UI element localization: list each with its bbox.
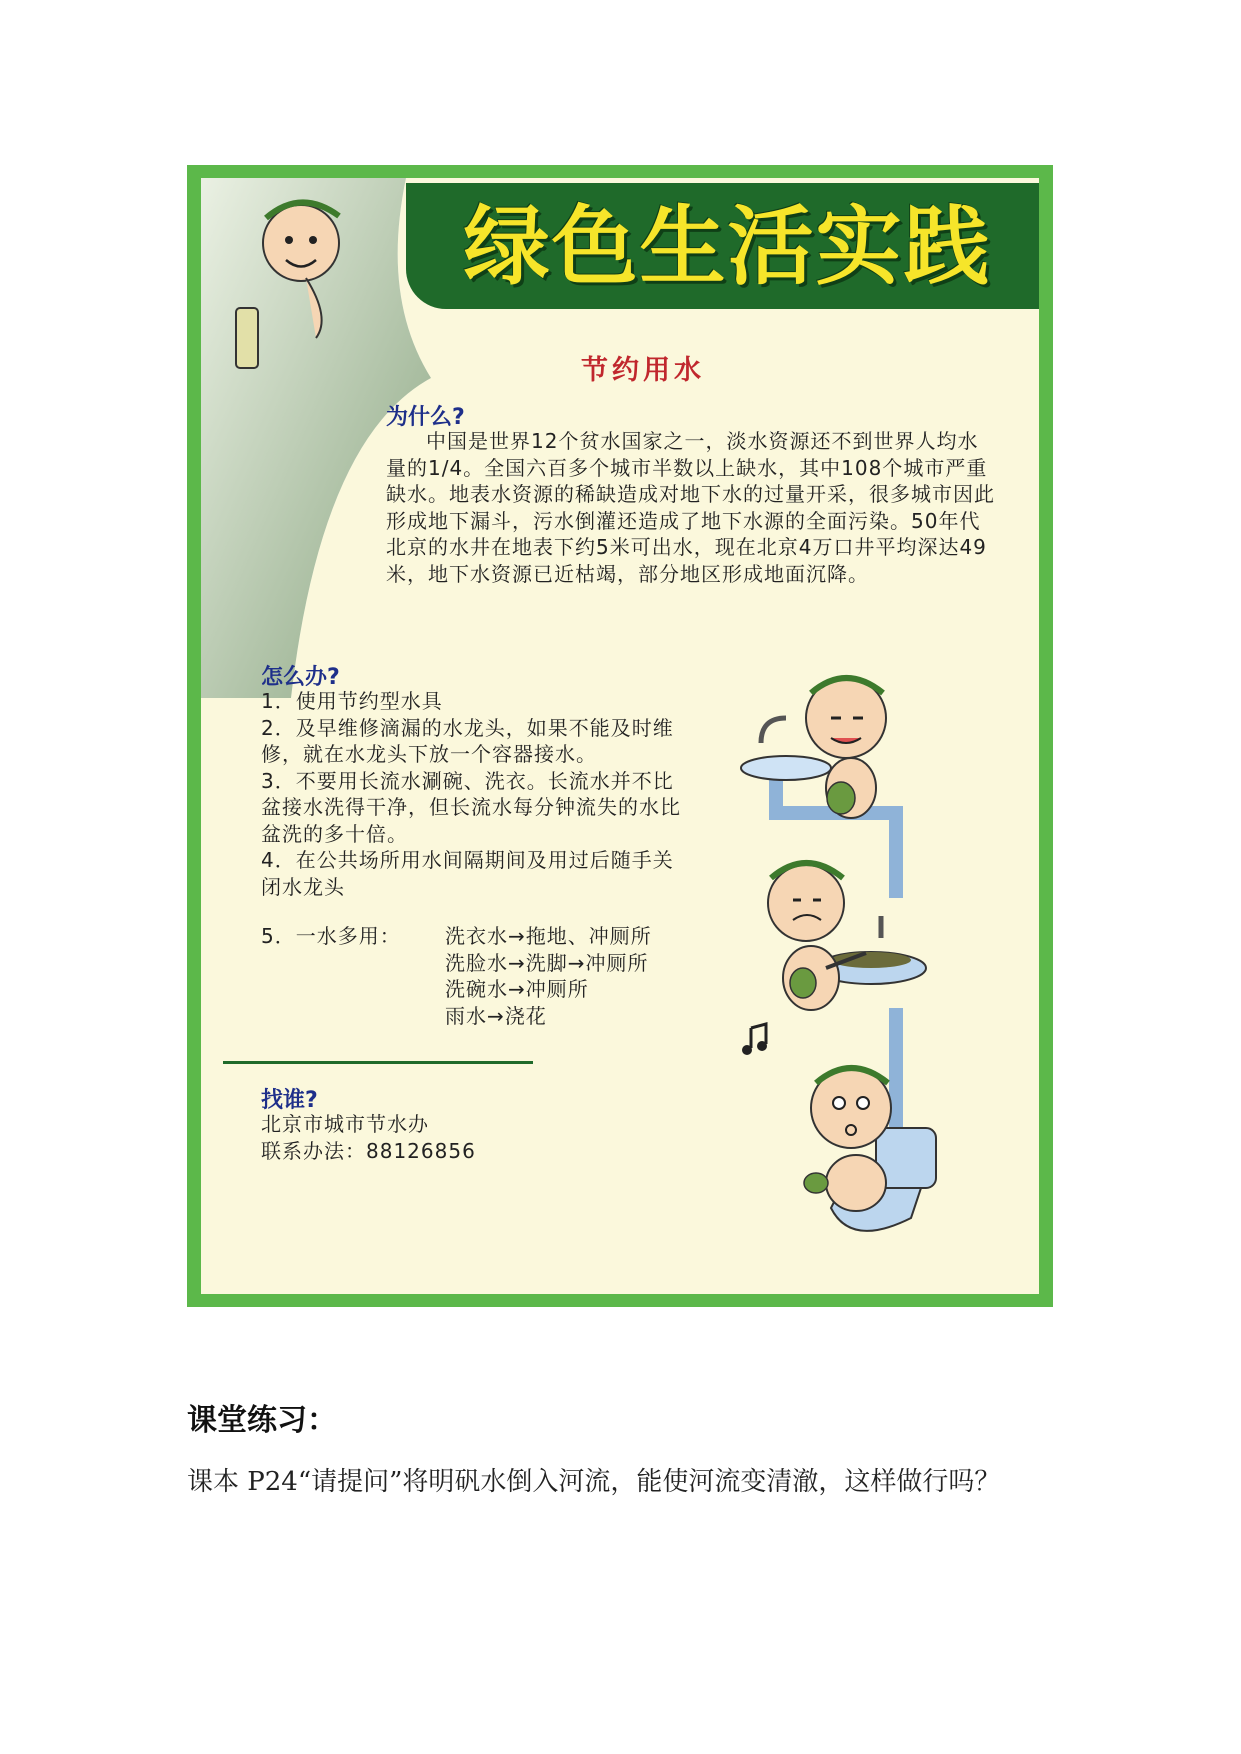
poster-content [201,178,1039,1294]
who-body [261,1111,476,1165]
banner-title: 绿色生活实践 [463,197,992,297]
section-divider [223,1061,533,1064]
who-contact: 联系办法：88126856 [261,1139,476,1163]
multi-use-flow: 洗脸水→洗脚→冲厕所 [445,950,649,975]
how-item: 1．使用节约型水具 [261,689,443,713]
how-heading: 怎么办? [261,665,340,690]
poster [187,165,1053,1307]
multi-use-flow: 雨水→浇花 [445,1003,547,1028]
water-reuse-illustration [731,648,1031,1268]
multi-use-label: 5．一水多用： [261,924,401,948]
why-paragraph: 中国是世界12个贫水国家之一，淡水资源还不到世界人均水量的1/4。全国六百多个城市半数以上缺水，其中108个城市严重缺水。地表水资源的稀缺造成对地下水的过量开采，很多城市因此形成地下漏斗，污水倒灌还造成了地下水源的全面污染。50年代北京的水井在地表下约5米可出水，现在北京4万口井平均深达49米，地下水资源已近枯竭，部分地区形成地面沉降。 [386,429,995,586]
multi-use-flows [445,923,652,1029]
multi-use-flow: 洗衣水→拖地、冲厕所 [445,924,652,948]
who-heading: 找谁? [261,1088,318,1113]
who-org: 北京市城市节水办 [261,1112,429,1136]
banner [406,183,1039,309]
how-list [261,688,691,900]
exercise-title: 课堂练习： [187,1403,337,1438]
exercise-body: 课本 P24“请提问”将明矾水倒入河流，能使河流变清澈，这样做行吗？ [187,1467,1001,1497]
how-item: 2．及早维修滴漏的水龙头，如果不能及时维修，就在水龙头下放一个容器接水。 [261,715,674,766]
why-body [386,428,996,587]
poster-subtitle: 节约用水 [581,355,705,386]
how-item: 4．在公共场所用水间隔期间及用过后随手关闭水龙头 [261,848,674,899]
how-item: 3．不要用长流水涮碗、洗衣。长流水并不比盆接水洗得干净，但长流水每分钟流失的水比盆洗的多十倍。 [261,768,681,846]
multi-use-flow: 洗碗水→冲厕所 [445,977,589,1001]
why-heading: 为什么? [386,405,465,430]
